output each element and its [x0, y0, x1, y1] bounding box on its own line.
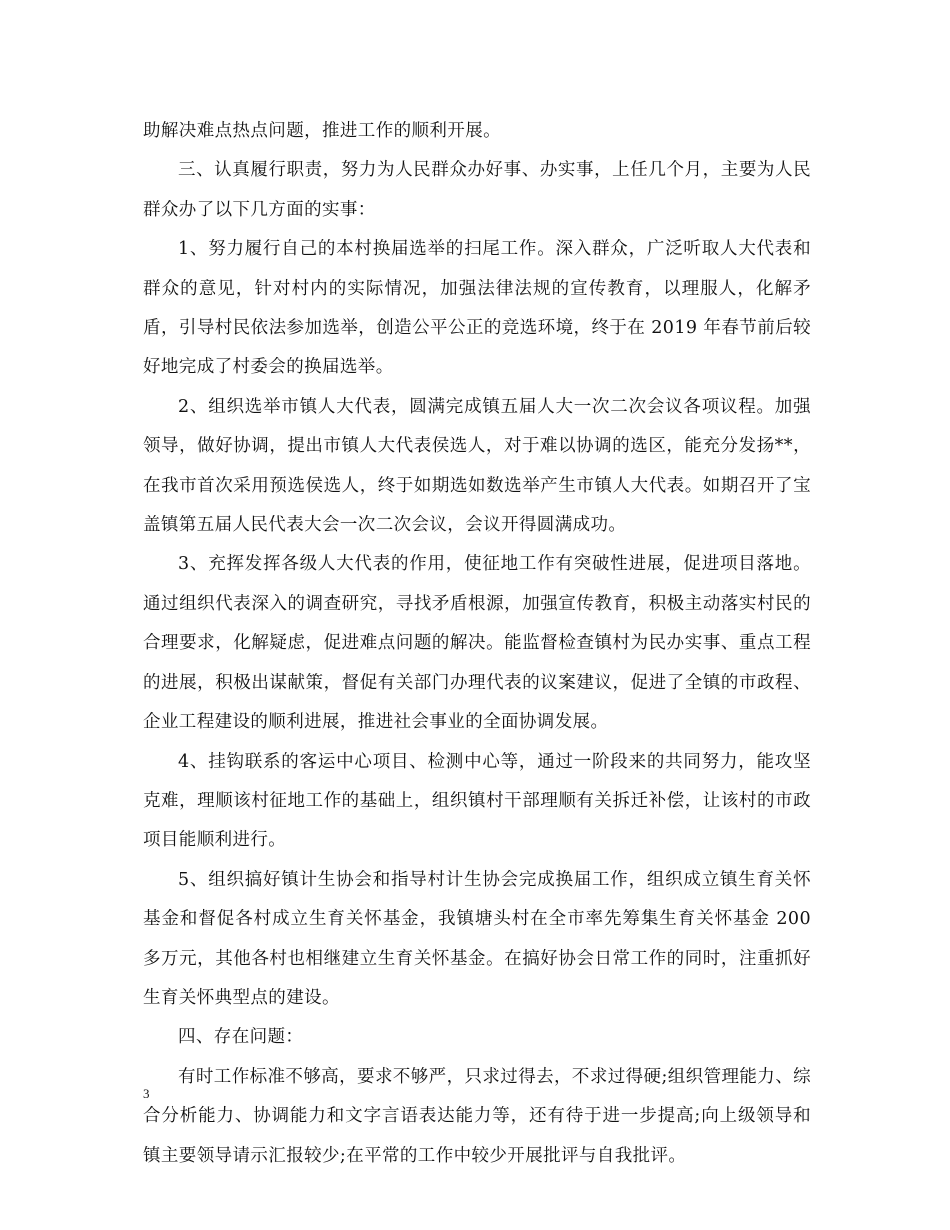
- page-number: 3: [143, 1086, 150, 1101]
- paragraph-section-four-heading: 四、存在问题：: [178, 1027, 304, 1048]
- paragraph-item-2: 2、组织选举市镇人大代表，圆满完成镇五届人大一次二次会议各项议程。加强领导，做好协调，提出市镇人大代表侯选人，对于难以协调的选区，能充分发扬**，在我市首次采用预选侯选人，终于如期选如数选举产生市镇人大代表。如期召开了宝盖镇第五届人民代表大会一次二次会议，会议开得圆满成功。: [143, 396, 811, 536]
- document-body: [143, 112, 811, 1176]
- paragraph-continuation: 助解决难点热点问题，推进工作的顺利开展。: [143, 121, 501, 141]
- paragraph-item-1: 1、努力履行自己的本村换届选举的扫尾工作。深入群众，广泛听取人大代表和群众的意见，针对村内的实际情况，加强法律法规的宣传教育，以理服人，化解矛盾，引导村民依法参加选举，创造公平公正的竞选环境，终于在 2019 年春节前后较好地完成了村委会的换届选举。: [143, 239, 811, 378]
- paragraph-item-3: 3、充挥发挥各级人大代表的作用，使征地工作有突破性进展，促进项目落地。通过组织代表深入的调查研究，寻找矛盾根源，加强宣传教育，积极主动落实村民的合理要求，化解疑虑，促进难点问题的解决。能监督检查镇村为民办实事、重点工程的进展，积极出谋献策，督促有关部门办理代表的议案建议，促进了全镇的市政程、企业工程建设的顺利进展，推进社会事业的全面协调发展。: [143, 554, 811, 733]
- paragraph-section-three-heading: 三、认真履行职责，努力为人民群众办好事、办实事，上任几个月，主要为人民群众办了以下几方面的实事：: [143, 160, 811, 220]
- paragraph-item-4: 4、挂钩联系的客运中心项目、检测中心等，通过一阶段来的共同努力，能攻坚克难，理顺该村征地工作的基础上，组织镇村干部理顺有关拆迁补偿，让该村的市政项目能顺利进行。: [143, 751, 811, 851]
- paragraph-issues: 有时工作标准不够高，要求不够严，只求过得去，不求过得硬;组织管理能力、综合分析能力、协调能力和文字言语表达能力等，还有待于进一步提高;向上级领导和镇主要领导请示汇报较少;在平常的工作中较少开展批评与自我批评。: [143, 1066, 811, 1166]
- paragraph-item-5: 5、组织搞好镇计生协会和指导村计生协会完成换届工作，组织成立镇生育关怀基金和督促各村成立生育关怀基金，我镇塘头村在全市率先筹集生育关怀基金 200 多万元，其他各村也相继建立生育关怀基金。在搞好协会日常工作的同时，注重抓好生育关怀典型点的建设。: [143, 869, 811, 1008]
